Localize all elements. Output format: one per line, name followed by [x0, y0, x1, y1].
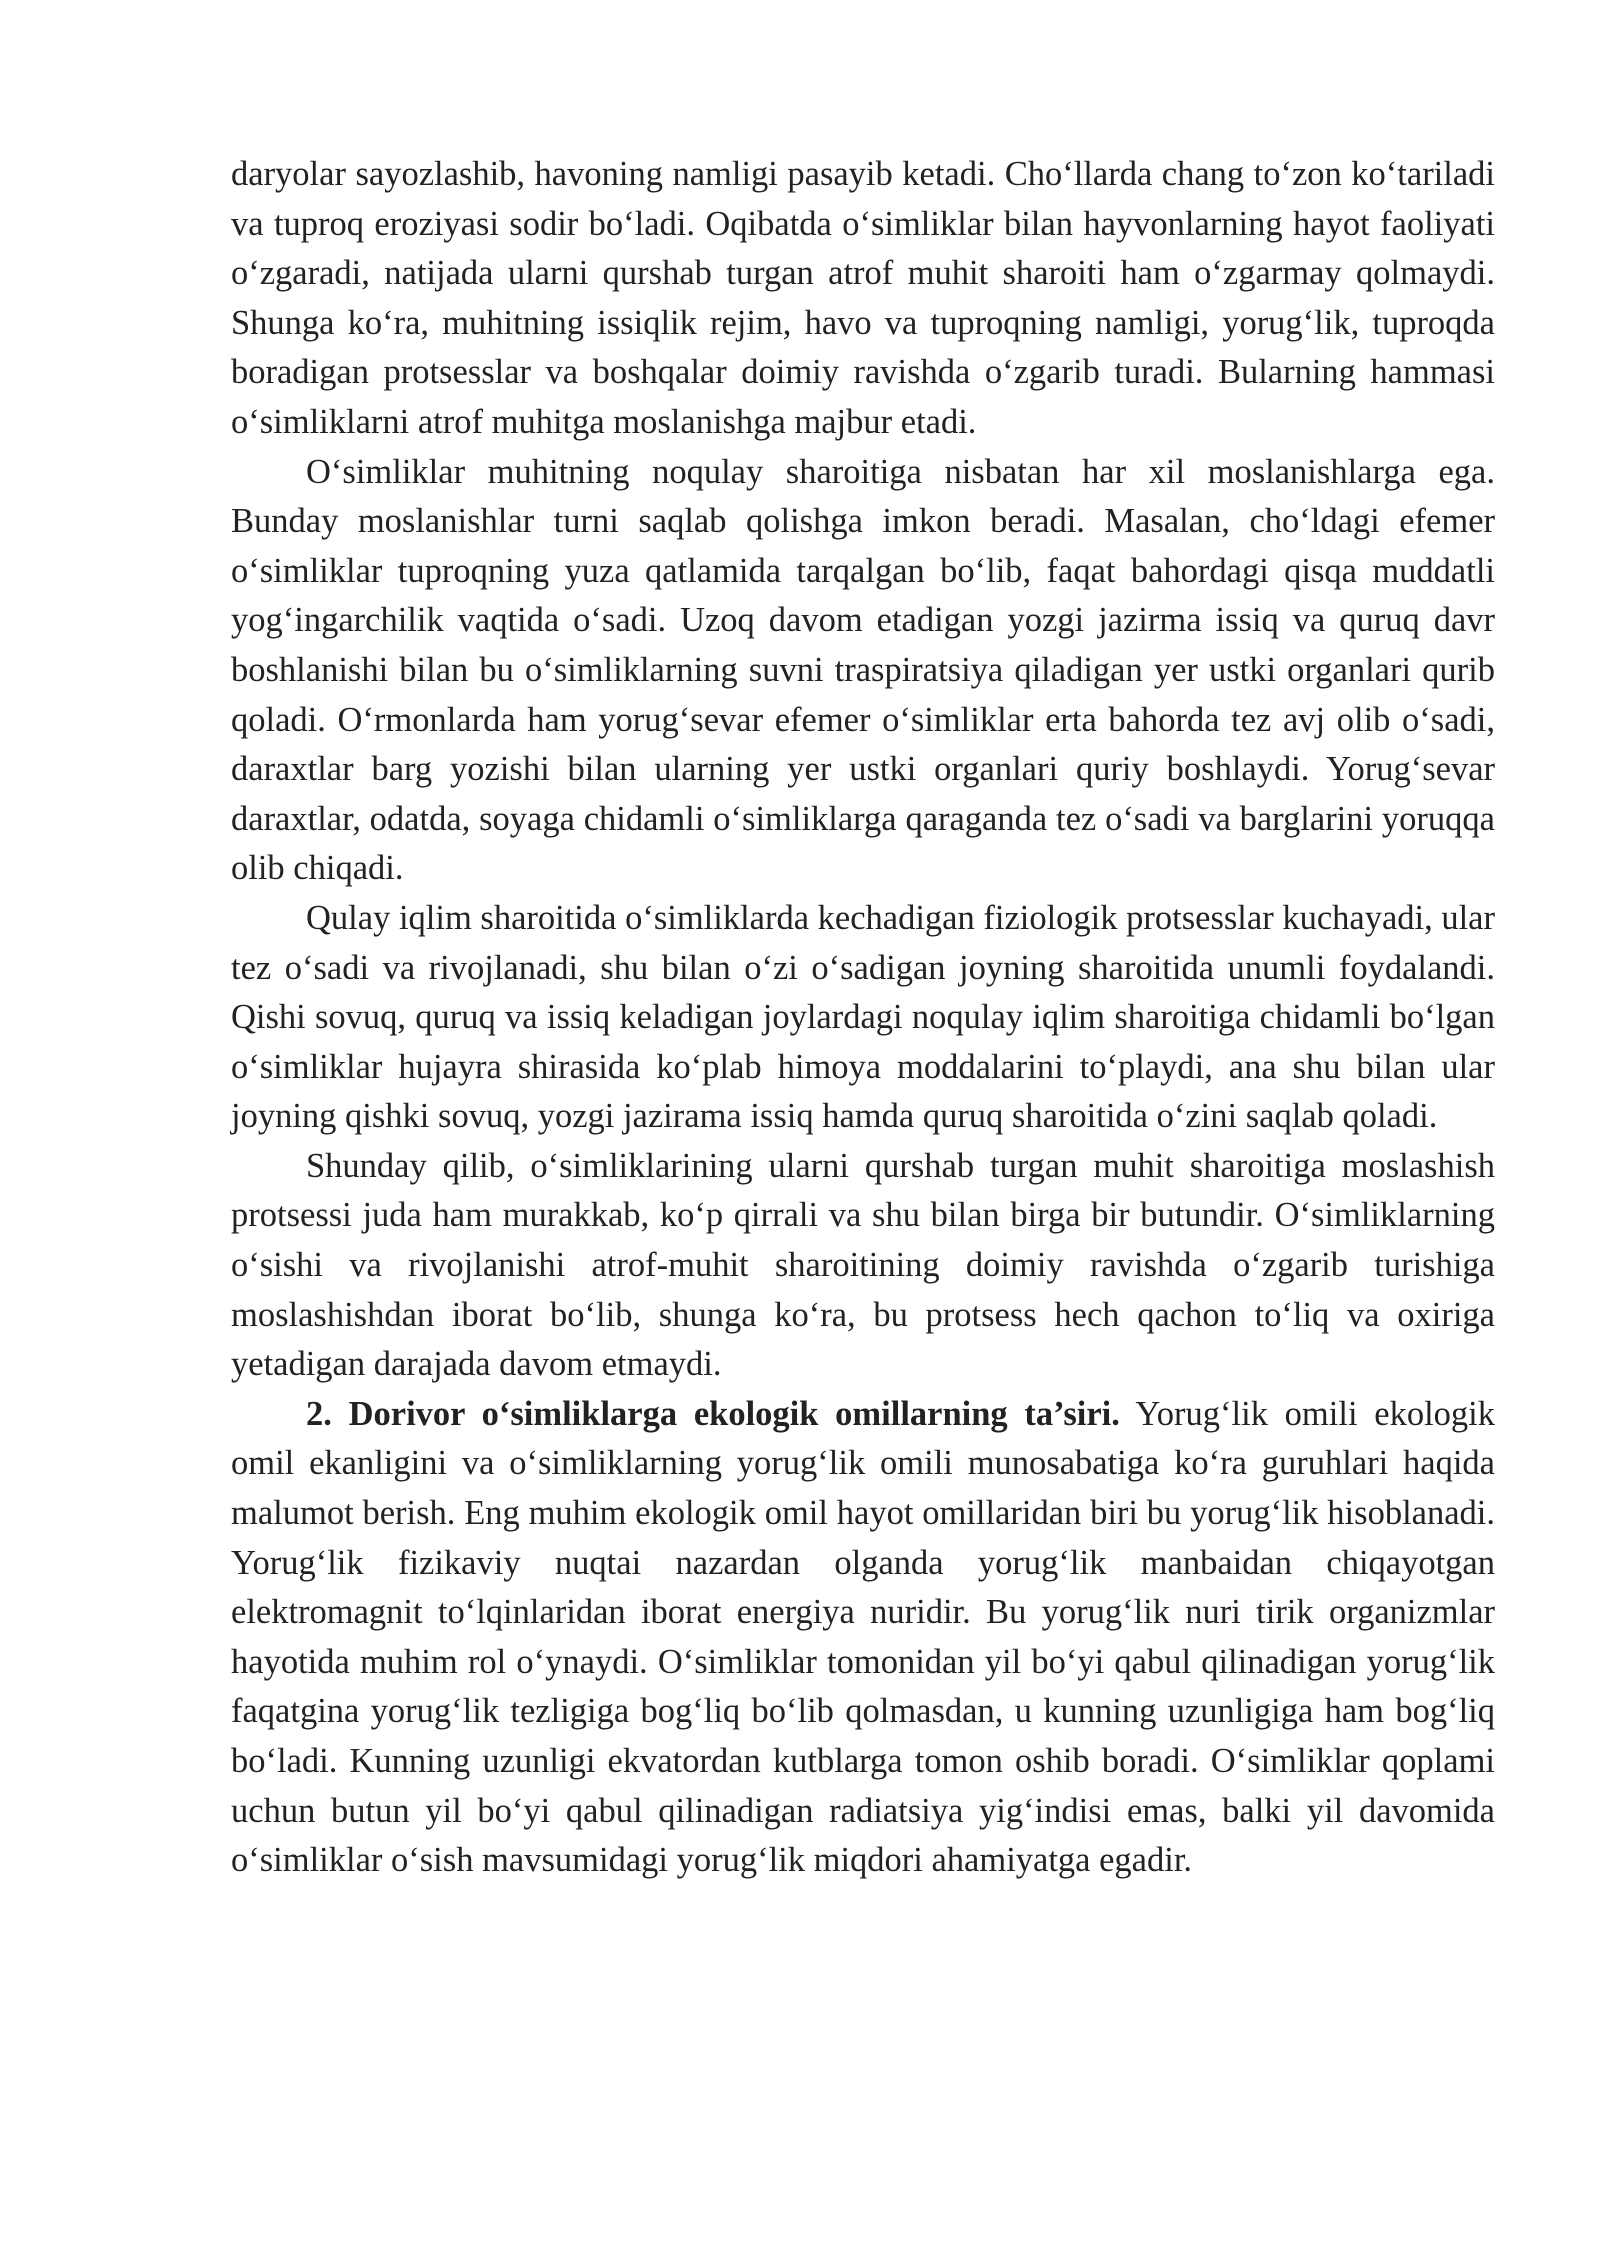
- paragraph-text: Qulay iqlim sharoitida o‘simliklarda kechadigan fiziologik protsesslar kuchayadi, ular tez o‘sadi va rivojlanadi, shu bilan o‘zi o‘sadigan joyning sharoitida unumli foydalandi. Qishi sovuq, quruq va issiq keladigan joylardagi noqulay iqlim sharoitiga chidamli bo‘lgan o‘simliklar hujayra shirasida ko‘plab himoya moddalarini to‘playdi, ana shu bilan ular joyning qishki sovuq, yozgi jazirama issiq hamda quruq sharoitida o‘zini saqlab qoladi.: [231, 898, 1495, 1136]
- paragraph: [231, 448, 1495, 894]
- paragraph: [231, 1390, 1495, 1886]
- paragraph-text: daryolar sayozlashib, havoning namligi pasayib ketadi. Cho‘llarda chang to‘zon ko‘tariladi va tuproq eroziyasi sodir bo‘ladi. Oqibatda o‘simliklar bilan hayvonlarning hayot faoliyati o‘zgaradi, natijada ularni qurshab turgan atrof muhit sharoiti ham o‘zgarmay qolmaydi. Shunga ko‘ra, muhitning issiqlik rejim, havo va tuproqning namligi, yorug‘lik, tuproqda boradigan protsesslar va boshqalar doimiy ravishda o‘zgarib turadi. Bularning hammasi o‘simliklarni atrof muhitga moslanishga majbur etadi.: [231, 155, 1495, 441]
- section-heading: 2. Dorivor o‘simliklarga ekologik omillarning ta’siri.: [306, 1394, 1120, 1433]
- paragraph-text: Shunday qilib, o‘simliklarining ularni qurshab turgan muhit sharoitiga moslashish protsessi juda ham murakkab, ko‘p qirrali va shu bilan birga bir butundir. O‘simliklarning o‘sishi va rivojlanishi atrof-muhit sharoitining doimiy ravishda o‘zgarib turishiga moslashishdan iborat bo‘lib, shunga ko‘ra, bu protsess hech qachon to‘liq va oxiriga yetadigan darajada davom etmaydi.: [231, 1146, 1495, 1384]
- document-page: [231, 150, 1495, 1886]
- paragraph-text: Yorug‘lik omili ekologik omil ekanligini va o‘simliklarning yorug‘lik omili munosabatiga ko‘ra guruhlari haqida malumot berish. Eng muhim ekologik omil hayot omillaridan biri bu yorug‘lik hisoblanadi. Yorug‘lik fizikaviy nuqtai nazardan olganda yorug‘lik manbaidan chiqayotgan elektromagnit to‘lqinlaridan iborat energiya nuridir. Bu yorug‘lik nuri tirik organizmlar hayotida muhim rol o‘ynaydi. O‘simliklar tomonidan yil bo‘yi qabul qilinadigan yorug‘lik faqatgina yorug‘lik tezligiga bog‘liq bo‘lib qolmasdan, u kunning uzunligiga ham bog‘liq bo‘ladi. Kunning uzunligi ekvatordan kutblarga tomon oshib boradi. O‘simliklar qoplami uchun butun yil bo‘yi qabul qilinadigan radiatsiya yig‘indisi emas, balki yil davomida o‘simliklar o‘sish mavsumidagi yorug‘lik miqdori ahamiyatga egadir.: [231, 1394, 1495, 1880]
- paragraph: [231, 1142, 1495, 1390]
- paragraph: [231, 894, 1495, 1142]
- paragraph-text: O‘simliklar muhitning noqulay sharoitiga nisbatan har xil moslanishlarga ega. Bunday moslanishlar turni saqlab qolishga imkon beradi. Masalan, cho‘ldagi efemer o‘simliklar tuproqning yuza qatlamida tarqalgan bo‘lib, faqat bahordagi qisqa muddatli yog‘ingarchilik vaqtida o‘sadi. Uzoq davom etadigan yozgi jazirma issiq va quruq davr boshlanishi bilan bu o‘simliklarning suvni traspiratsiya qiladigan yer ustki organlari qurib qoladi. O‘rmonlarda ham yorug‘sevar efemer o‘simliklar erta bahorda tez avj olib o‘sadi, daraxtlar barg yozishi bilan ularning yer ustki organlari quriy boshlaydi. Yorug‘sevar daraxtlar, odatda, soyaga chidamli o‘simliklarga qaraganda tez o‘sadi va barglarini yoruqqa olib chiqadi.: [231, 452, 1495, 888]
- paragraph: [231, 150, 1495, 448]
